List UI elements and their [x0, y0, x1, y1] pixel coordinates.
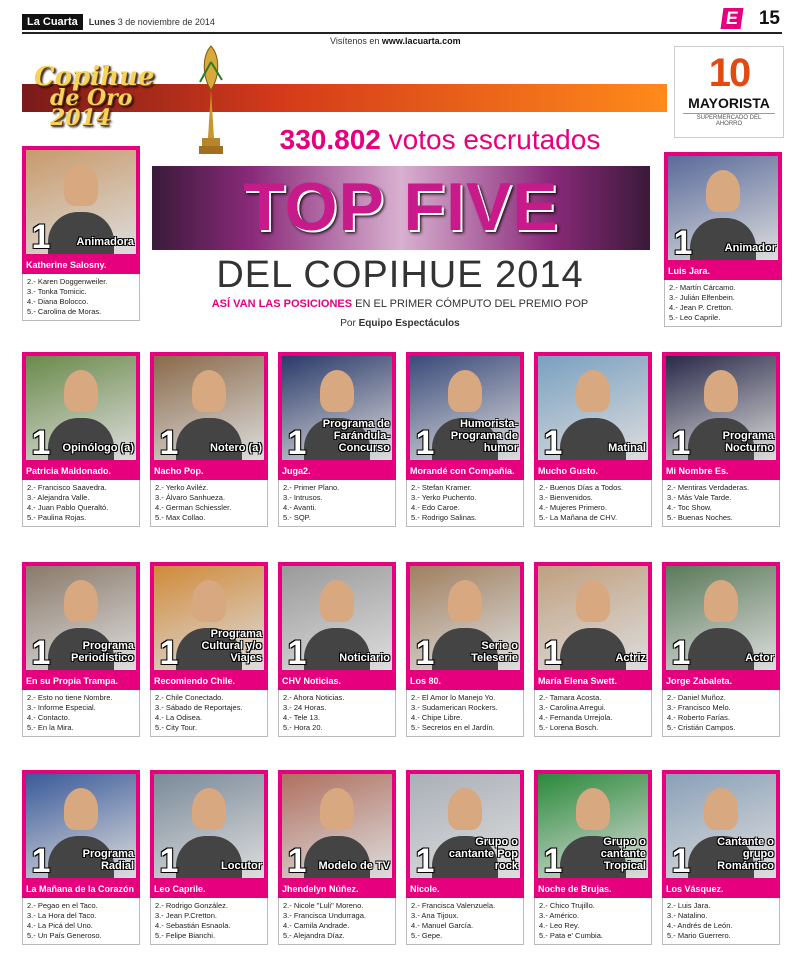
ranking-item: 4.- Roberto Farías. [667, 713, 730, 722]
winner-photo [22, 770, 140, 882]
category-title: Noticiario [339, 652, 390, 664]
section-badge: E [721, 8, 744, 29]
votes-count [240, 124, 640, 156]
category-title: Opinólogo (a) [62, 442, 134, 454]
place-label: LUGAR [28, 670, 54, 674]
place-label: LUGAR [412, 670, 438, 674]
category-title: Actriz [615, 652, 646, 664]
issue-date [89, 17, 215, 27]
place-number: 1 [415, 634, 435, 672]
ranking-item: 3.- Francisco Melo. [667, 703, 731, 712]
category-title: Animadora [76, 236, 134, 248]
ranking-list [22, 898, 140, 945]
place-number: 1 [31, 842, 51, 880]
ranking-list [534, 690, 652, 737]
ranking-item: 2.- El Amor lo Manejo Yo. [411, 693, 496, 702]
winner-photo [406, 352, 524, 464]
ranking-list [406, 898, 524, 945]
place-number: 1 [31, 634, 51, 672]
winner-name: Morandé con Compañía. [406, 464, 524, 480]
ranking-item: 2.- Yerko Aviléz. [155, 483, 209, 492]
visit-label: Visítenos en [330, 36, 380, 46]
winner-photo [22, 146, 140, 258]
winner-photo [278, 770, 396, 882]
ranking-item: 2.- Mentiras Verdaderas. [667, 483, 750, 492]
ranking-item: 2.- Chile Conectado. [155, 693, 224, 702]
ranking-list [406, 480, 524, 527]
ranking-item: 5.- Felipe Bianchi. [155, 931, 216, 940]
page-title: TOP FIVE [243, 169, 559, 245]
ranking-item: 4.- La Odisea. [155, 713, 203, 722]
place-number: 1 [543, 842, 563, 880]
person-head [704, 788, 738, 830]
ranking-list [22, 274, 140, 321]
place-number: 1 [287, 634, 307, 672]
winner-name: CHV Noticias. [278, 674, 396, 690]
category-title: Actor [745, 652, 774, 664]
place-number: 1 [673, 224, 693, 262]
winner-photo [278, 352, 396, 464]
ranking-item: 2.- Ahora Noticias. [283, 693, 345, 702]
winner-name: La Mañana de la Corazón [22, 882, 140, 898]
newspaper-logo: La Cuarta [22, 14, 83, 30]
ranking-item: 5.- Max Collao. [155, 513, 206, 522]
place-label: LUGAR [668, 670, 694, 674]
ranking-list [406, 690, 524, 737]
winner-photo [22, 562, 140, 674]
ranking-item: 2.- Tamara Acosta. [539, 693, 602, 702]
place-badge [668, 636, 694, 674]
ranking-item: 3.- Tonka Tomicic. [27, 287, 87, 296]
ranking-item: 4.- Diana Bolocco. [27, 297, 89, 306]
winner-name: María Elena Swett. [534, 674, 652, 690]
winner-photo [150, 562, 268, 674]
ranking-item: 5.- Carolina de Moras. [27, 307, 102, 316]
place-label: LUGAR [284, 670, 310, 674]
place-number: 1 [415, 842, 435, 880]
ranking-item: 3.- Jean P.Cretton. [155, 911, 217, 920]
category-title: Programa Radial [82, 848, 134, 872]
place-label: LUGAR [284, 460, 310, 464]
category-title: Programa de Farándula-Concurso [322, 418, 390, 454]
place-badge [28, 220, 54, 258]
category-title: Serie o Teleserie [471, 640, 518, 664]
ranking-item: 4.- Sebastián Esnaola. [155, 921, 231, 930]
ranking-item: 3.- Francisca Undurraga. [283, 911, 366, 920]
byline-author: Equipo Espectáculos [358, 318, 460, 329]
ranking-item: 2.- Luis Jara. [667, 901, 711, 910]
person-head [320, 788, 354, 830]
person-head [704, 580, 738, 622]
winner-name: Noche de Brujas. [534, 882, 652, 898]
ranking-list [278, 690, 396, 737]
byline [280, 318, 520, 329]
place-label: LUGAR [412, 878, 438, 882]
winner-photo [278, 562, 396, 674]
person-head [576, 370, 610, 412]
date-day: Lunes [88, 17, 116, 27]
place-badge [540, 636, 566, 674]
ranking-item: 4.- Edo Caroe. [411, 503, 460, 512]
category-title: Animador [724, 242, 776, 254]
sponsor-number: 10 [708, 51, 750, 95]
ranking-item: 2.- Buenos Días a Todos. [539, 483, 624, 492]
winner-photo [534, 562, 652, 674]
ranking-list [278, 898, 396, 945]
ranking-item: 5.- SQP. [283, 513, 311, 522]
byline-por: Por [340, 318, 356, 329]
ranking-item: 4.- Jean P. Cretton. [669, 303, 734, 312]
winner-name: Jorge Zabaleta. [662, 674, 780, 690]
ranking-item: 4.- German Schiessler. [155, 503, 232, 512]
ranking-item: 2.- Francisca Valenzuela. [411, 901, 496, 910]
ranking-item: 3.- Bienvenidos. [539, 493, 593, 502]
place-badge [156, 426, 182, 464]
place-label: LUGAR [156, 460, 182, 464]
place-label: LUGAR [28, 460, 54, 464]
category-title: Programa Cultural y/o Viajes [201, 628, 262, 664]
ranking-list [534, 480, 652, 527]
winner-name: Luis Jara. [664, 264, 782, 280]
ranking-list [150, 898, 268, 945]
ranking-item: 5.- City Tour. [155, 723, 197, 732]
ranking-item: 3.- Más Vale Tarde. [667, 493, 732, 502]
ranking-item: 2.- Primer Plano. [283, 483, 340, 492]
place-label: LUGAR [28, 878, 54, 882]
ranking-item: 4.- Chipe Libre. [411, 713, 463, 722]
place-badge [284, 636, 310, 674]
deck-text [150, 298, 650, 310]
ranking-item: 3.- Informe Especial. [27, 703, 96, 712]
place-number: 1 [543, 634, 563, 672]
ranking-item: 3.- La Hora del Taco. [27, 911, 97, 920]
ranking-item: 4.- Tele 13. [283, 713, 320, 722]
deck-highlight: ASÍ VAN LAS POSICIONES [211, 298, 353, 310]
ranking-list [664, 280, 782, 327]
ranking-item: 5.- La Mañana de CHV. [539, 513, 618, 522]
ranking-item: 4.- Toc Show. [667, 503, 712, 512]
sponsor-subtitle: SUPERMERCADO DEL AHORRO [683, 113, 775, 127]
place-label: LUGAR [540, 460, 566, 464]
ranking-list [662, 690, 780, 737]
category-title: Notero (a) [210, 442, 262, 454]
copihue-logo-line2: de Oro 2014 [50, 85, 133, 132]
ranking-item: 3.- Ana Tijoux. [411, 911, 459, 920]
winner-name: Los 80. [406, 674, 524, 690]
place-badge [284, 844, 310, 882]
visit-line [330, 36, 461, 46]
place-number: 1 [159, 424, 179, 462]
ranking-item: 5.- Rodrigo Salinas. [411, 513, 477, 522]
place-number: 1 [287, 424, 307, 462]
winner-name: Mi Nombre Es. [662, 464, 780, 480]
ranking-list [150, 480, 268, 527]
page-number: 15 [758, 8, 780, 29]
ranking-list [22, 480, 140, 527]
place-number: 1 [543, 424, 563, 462]
person-head [64, 788, 98, 830]
person-head [576, 788, 610, 830]
ranking-list [22, 690, 140, 737]
ranking-item: 3.- Carolina Arregui. [539, 703, 606, 712]
winner-name: Leo Caprile. [150, 882, 268, 898]
copihue-logo-line1: Copihue [34, 62, 155, 92]
winner-photo [406, 562, 524, 674]
ranking-item: 3.- Yerko Puchento. [411, 493, 477, 502]
winner-name: Nicole. [406, 882, 524, 898]
ranking-item: 5.- Lorena Bosch. [539, 723, 599, 732]
ranking-item: 5.- Secretos en el Jardín. [411, 723, 495, 732]
person-head [64, 580, 98, 622]
winner-name: Nacho Pop. [150, 464, 268, 480]
category-title: Grupo o cantante Tropical [600, 836, 646, 872]
winner-photo [534, 352, 652, 464]
winner-photo [150, 770, 268, 882]
category-title: Locutor [221, 860, 262, 872]
person-head [64, 370, 98, 412]
deck-rest: EN EL PRIMER CÓMPUTO DEL PREMIO POP [355, 298, 589, 310]
ranking-item: 5.- Gepe. [411, 931, 443, 940]
place-number: 1 [287, 842, 307, 880]
person-head [704, 370, 738, 412]
person-head [192, 788, 226, 830]
winner-name: Juga2. [278, 464, 396, 480]
ranking-item: 4.- Camila Andrade. [283, 921, 350, 930]
ranking-item: 4.- Contacto. [27, 713, 70, 722]
person-head [448, 788, 482, 830]
place-badge [540, 426, 566, 464]
winner-name: Patricia Maldonado. [22, 464, 140, 480]
ranking-item: 2.- Rodrigo González. [155, 901, 228, 910]
place-badge [28, 426, 54, 464]
ranking-item: 2.- Pegao en el Taco. [27, 901, 98, 910]
person-head [448, 580, 482, 622]
ranking-item: 5.- Alejandra Díaz. [283, 931, 345, 940]
ranking-item: 4.- Avanti. [283, 503, 317, 512]
ranking-item: 3.- Natalino. [667, 911, 708, 920]
ranking-item: 4.- Manuel García. [411, 921, 474, 930]
place-number: 1 [671, 842, 691, 880]
visit-url[interactable]: www.lacuarta.com [381, 36, 461, 46]
date-text: 3 de noviembre de 2014 [117, 17, 215, 27]
ranking-item: 2.- Daniel Muñoz. [667, 693, 726, 702]
ranking-item: 3.- 24 Horas. [283, 703, 327, 712]
place-number: 1 [31, 424, 51, 462]
ranking-item: 2.- Stefan Kramer. [411, 483, 472, 492]
ranking-item: 2.- Martín Cárcamo. [669, 283, 736, 292]
ranking-item: 4.- La Picá del Uno. [27, 921, 93, 930]
ranking-list [150, 690, 268, 737]
place-number: 1 [671, 634, 691, 672]
page-header [22, 8, 782, 34]
ranking-item: 3.- Julián Elfenbein. [669, 293, 735, 302]
winner-name: Mucho Gusto. [534, 464, 652, 480]
ranking-item: 4.- Juan Pablo Queraltó. [27, 503, 109, 512]
winner-photo [22, 352, 140, 464]
ranking-item: 5.- Un País Generoso. [27, 931, 102, 940]
ranking-item: 5.- Leo Caprile. [669, 313, 721, 322]
ranking-item: 2.- Karen Doggenweiler. [27, 277, 108, 286]
person-head [192, 580, 226, 622]
ranking-item: 5.- Paulina Rojas. [27, 513, 87, 522]
ranking-list [662, 480, 780, 527]
ranking-list [662, 898, 780, 945]
sponsor-logo [674, 46, 784, 138]
ranking-item: 4.- Mujeres Primero. [539, 503, 607, 512]
place-label: LUGAR [540, 670, 566, 674]
winner-name: Katherine Salosny. [22, 258, 140, 274]
place-label: LUGAR [540, 878, 566, 882]
person-head [706, 170, 740, 212]
category-title: Matinal [608, 442, 646, 454]
place-number: 1 [671, 424, 691, 462]
ranking-item: 2.- Chico Trujillo. [539, 901, 595, 910]
sponsor-name: MAYORISTA [688, 95, 770, 111]
place-number: 1 [415, 424, 435, 462]
place-number: 1 [159, 842, 179, 880]
place-label: LUGAR [412, 460, 438, 464]
ranking-list [278, 480, 396, 527]
winner-photo [662, 352, 780, 464]
ranking-item: 5.- Buenas Noches. [667, 513, 733, 522]
ranking-list [534, 898, 652, 945]
place-label: LUGAR [284, 878, 310, 882]
ranking-item: 4.- Andrés de León. [667, 921, 733, 930]
winner-name: En su Propia Trampa. [22, 674, 140, 690]
person-head [64, 164, 98, 206]
ranking-item: 4.- Fernanda Urrejola. [539, 713, 613, 722]
place-badge [670, 226, 696, 264]
trophy-icon [196, 42, 226, 162]
ranking-item: 5.- Cristián Campos. [667, 723, 736, 732]
place-badge [156, 844, 182, 882]
ranking-item: 3.- Sudamerican Rockers. [411, 703, 498, 712]
winner-photo [150, 352, 268, 464]
place-label: LUGAR [156, 670, 182, 674]
person-head [320, 580, 354, 622]
category-title: Humorista-Programa de humor [450, 418, 518, 454]
ranking-item: 5.- Pata e' Cumbia. [539, 931, 603, 940]
place-label: LUGAR [28, 254, 54, 258]
page-subtitle: DEL COPIHUE 2014 [216, 254, 584, 296]
winner-photo [662, 562, 780, 674]
votes-number: 330.802 [279, 124, 381, 155]
ranking-item: 3.- Álvaro Sanhueza. [155, 493, 226, 502]
place-label: LUGAR [668, 878, 694, 882]
category-title: Programa Periodístico [71, 640, 134, 664]
place-label: LUGAR [156, 878, 182, 882]
winner-photo [406, 770, 524, 882]
ranking-item: 5.- En la Mira. [27, 723, 74, 732]
category-title: Programa Nocturno [722, 430, 774, 454]
ranking-item: 3.- Sábado de Reportajes. [155, 703, 243, 712]
winner-name: Jhendelyn Núñez. [278, 882, 396, 898]
winner-name: Los Vásquez. [662, 882, 780, 898]
place-label: LUGAR [670, 260, 696, 264]
place-number: 1 [159, 634, 179, 672]
ranking-item: 5.- Mario Guerrero. [667, 931, 731, 940]
person-head [192, 370, 226, 412]
person-head [448, 370, 482, 412]
ranking-item: 3.- Alejandra Valle. [27, 493, 90, 502]
ranking-item: 2.- Esto no tiene Nombre. [27, 693, 113, 702]
winner-photo [534, 770, 652, 882]
ranking-item: 2.- Francisco Saavedra. [27, 483, 107, 492]
category-title: Cantante o grupo Romántico [717, 836, 774, 872]
winner-photo [662, 770, 780, 882]
ranking-item: 3.- Intrusos. [283, 493, 323, 502]
copihue-logo [34, 62, 184, 132]
category-title: Modelo de TV [318, 860, 390, 872]
winner-name: Recomiendo Chile. [150, 674, 268, 690]
votes-label: votos escrutados [388, 124, 601, 155]
person-head [320, 370, 354, 412]
person-head [576, 580, 610, 622]
category-title: Grupo o cantante Pop rock [448, 836, 518, 872]
ranking-item: 4.- Leo Rey. [539, 921, 580, 930]
place-number: 1 [31, 218, 51, 256]
place-label: LUGAR [668, 460, 694, 464]
ranking-item: 2.- Nicole "Luli" Moreno. [283, 901, 364, 910]
ranking-item: 3.- Américo. [539, 911, 580, 920]
ranking-item: 5.- Hora 20. [283, 723, 323, 732]
winner-photo [664, 152, 782, 264]
